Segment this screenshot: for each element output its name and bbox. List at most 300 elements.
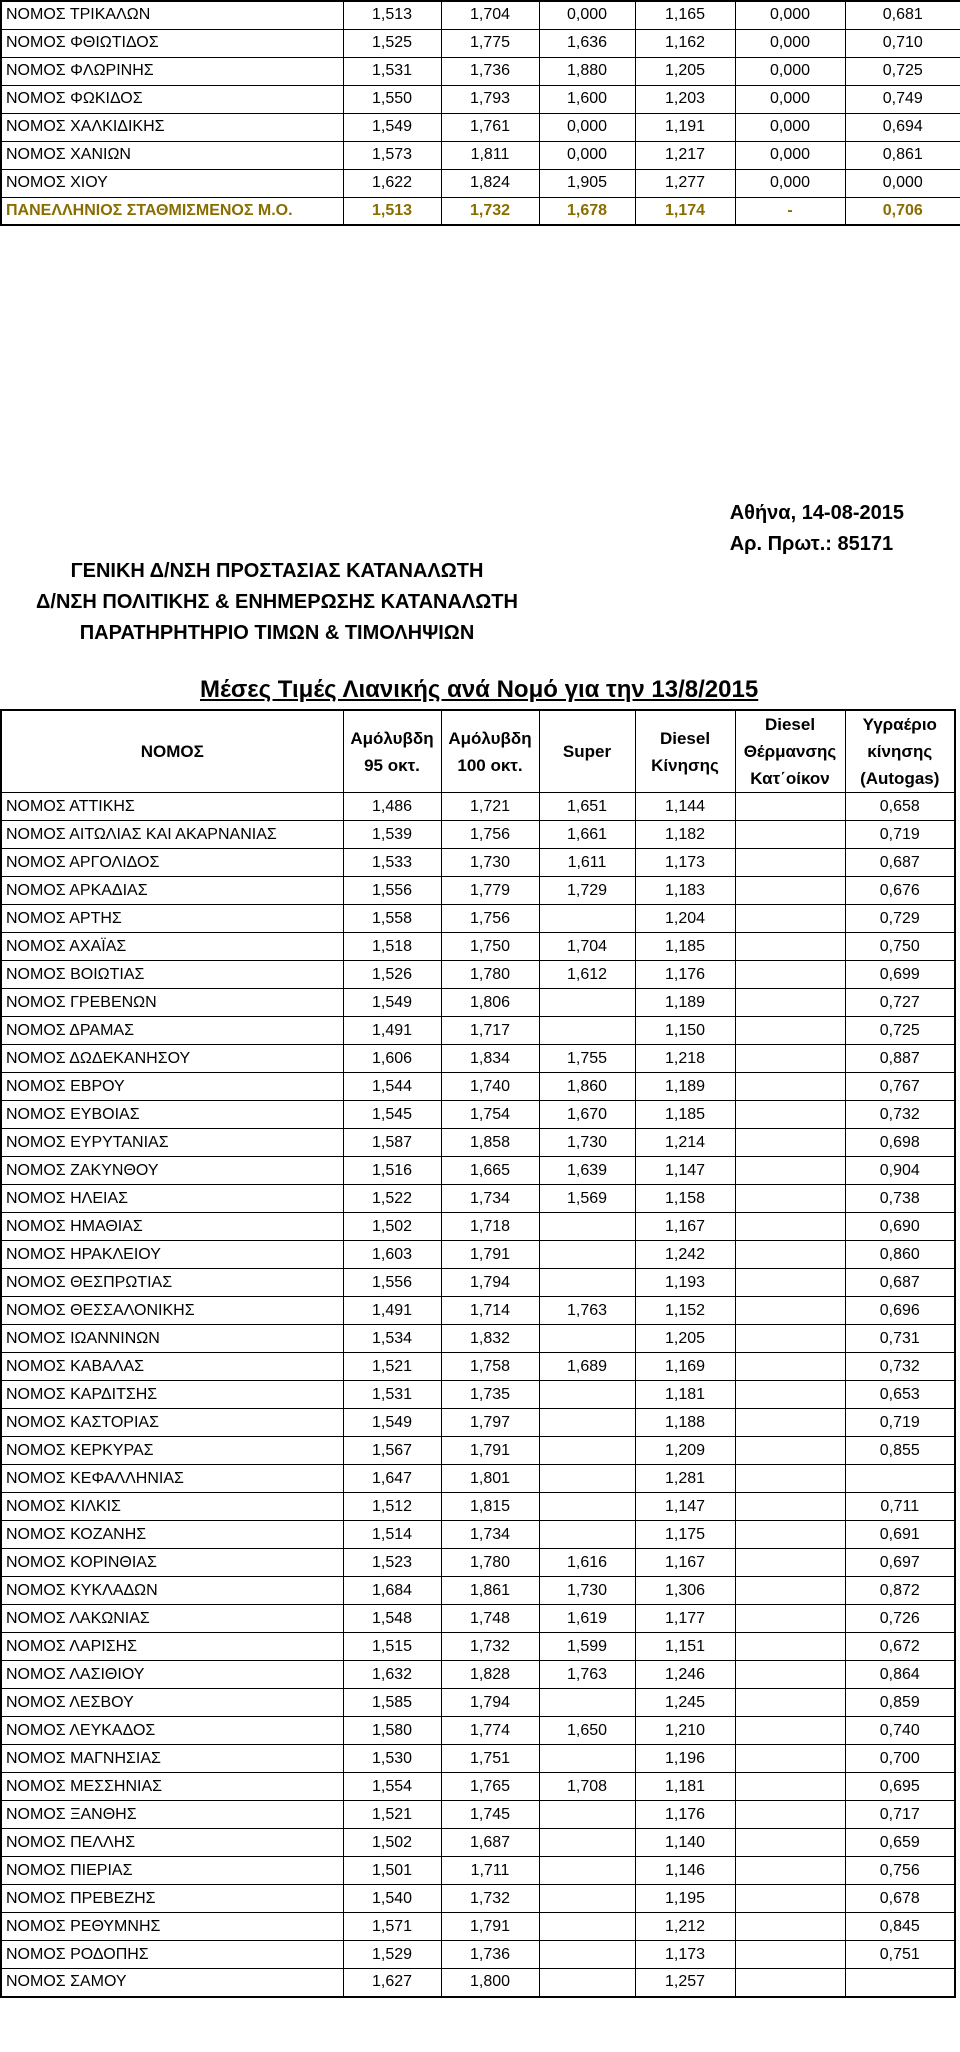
price-cell bbox=[735, 1241, 845, 1269]
table-row bbox=[1, 1437, 955, 1465]
price-cell bbox=[539, 1941, 635, 1969]
protocol-number: Αρ. Πρωτ.: 85171 bbox=[729, 533, 894, 555]
price-cell: 1,513 bbox=[343, 1, 441, 29]
price-cell: 1,203 bbox=[635, 85, 735, 113]
price-cell bbox=[735, 1689, 845, 1717]
price-cell: 1,193 bbox=[635, 1269, 735, 1297]
price-cell: 1,815 bbox=[441, 1493, 539, 1521]
price-cell: 1,756 bbox=[441, 821, 539, 849]
header-diesel-motion: Diesel Κίνησης bbox=[635, 710, 735, 793]
table-row bbox=[1, 1913, 955, 1941]
price-cell: 0,860 bbox=[845, 1241, 955, 1269]
price-cell: 1,858 bbox=[441, 1129, 539, 1157]
org-line: ΓΕΝΙΚΗ Δ/ΝΣΗ ΠΡΟΣΤΑΣΙΑΣ ΚΑΤΑΝΑΛΩΤΗ bbox=[70, 560, 484, 582]
price-cell: 1,619 bbox=[539, 1605, 635, 1633]
table-row bbox=[1, 1941, 955, 1969]
price-cell: 1,191 bbox=[635, 113, 735, 141]
price-cell: 1,639 bbox=[539, 1157, 635, 1185]
price-cell: 1,167 bbox=[635, 1549, 735, 1577]
price-cell bbox=[539, 1465, 635, 1493]
price-cell: 1,780 bbox=[441, 1549, 539, 1577]
prefecture-cell: ΝΟΜΟΣ ΧΙΟΥ bbox=[1, 169, 343, 197]
price-cell bbox=[735, 1185, 845, 1213]
price-cell: 0,000 bbox=[735, 57, 845, 85]
header-super: Super bbox=[539, 710, 635, 793]
price-cell bbox=[735, 1577, 845, 1605]
price-cell bbox=[735, 933, 845, 961]
table-row bbox=[1, 849, 955, 877]
price-cell: 1,158 bbox=[635, 1185, 735, 1213]
price-cell: 1,745 bbox=[441, 1801, 539, 1829]
table-row bbox=[1, 113, 960, 141]
price-cell: 1,152 bbox=[635, 1297, 735, 1325]
price-cell bbox=[735, 1381, 845, 1409]
price-cell: 1,689 bbox=[539, 1353, 635, 1381]
prefecture-cell: ΝΟΜΟΣ ΠΡΕΒΕΖΗΣ bbox=[1, 1885, 343, 1913]
price-cell: 1,801 bbox=[441, 1465, 539, 1493]
price-cell: 1,549 bbox=[343, 113, 441, 141]
price-cell: 0,687 bbox=[845, 849, 955, 877]
prefecture-cell: ΝΟΜΟΣ ΘΕΣΣΑΛΟΝΙΚΗΣ bbox=[1, 1297, 343, 1325]
price-cell: 0,000 bbox=[735, 1, 845, 29]
price-cell: 0,700 bbox=[845, 1745, 955, 1773]
price-cell: 0,000 bbox=[735, 141, 845, 169]
header-autogas: Υγραέριο κίνησης (Autogas) bbox=[845, 710, 955, 793]
price-cell bbox=[735, 1269, 845, 1297]
price-cell: 1,306 bbox=[635, 1577, 735, 1605]
org-line: ΠΑΡΑΤΗΡΗΤΗΡΙΟ ΤΙΜΩΝ & ΤΙΜΟΛΗΨΙΩΝ bbox=[79, 622, 475, 644]
table-row bbox=[1, 1689, 955, 1717]
price-cell: 1,721 bbox=[441, 793, 539, 821]
price-cell: 1,204 bbox=[635, 905, 735, 933]
prefecture-cell: ΝΟΜΟΣ ΛΕΣΒΟΥ bbox=[1, 1689, 343, 1717]
price-cell: 1,824 bbox=[441, 169, 539, 197]
price-cell bbox=[735, 1045, 845, 1073]
price-cell bbox=[735, 1969, 845, 1997]
price-cell bbox=[539, 989, 635, 1017]
price-cell bbox=[539, 905, 635, 933]
table-header-row bbox=[1, 710, 955, 793]
table-row bbox=[1, 1101, 955, 1129]
price-cell bbox=[735, 1773, 845, 1801]
price-cell bbox=[539, 1913, 635, 1941]
price-cell: 1,181 bbox=[635, 1381, 735, 1409]
price-cell: 0,749 bbox=[845, 85, 960, 113]
table-row bbox=[1, 1269, 955, 1297]
price-cell: 0,732 bbox=[845, 1353, 955, 1381]
price-cell: 1,177 bbox=[635, 1605, 735, 1633]
prefecture-cell: ΝΟΜΟΣ ΕΒΡΟΥ bbox=[1, 1073, 343, 1101]
price-cell: 0,725 bbox=[845, 1017, 955, 1045]
price-cell: 0,719 bbox=[845, 821, 955, 849]
table-row bbox=[1, 1381, 955, 1409]
price-cell: 1,556 bbox=[343, 877, 441, 905]
price-cell: 1,518 bbox=[343, 933, 441, 961]
price-cell: 0,699 bbox=[845, 961, 955, 989]
table-row bbox=[1, 1325, 955, 1353]
price-cell: 1,212 bbox=[635, 1913, 735, 1941]
price-cell bbox=[735, 849, 845, 877]
price-cell bbox=[539, 1241, 635, 1269]
price-cell: 0,845 bbox=[845, 1913, 955, 1941]
price-cell: 1,167 bbox=[635, 1213, 735, 1241]
price-cell bbox=[735, 1885, 845, 1913]
weighted-average-row bbox=[1, 197, 960, 225]
price-cell: 1,758 bbox=[441, 1353, 539, 1381]
price-cell: 1,205 bbox=[635, 1325, 735, 1353]
price-cell: 1,740 bbox=[441, 1073, 539, 1101]
price-cell: 1,573 bbox=[343, 141, 441, 169]
price-cell: 0,000 bbox=[735, 29, 845, 57]
price-cell bbox=[735, 1157, 845, 1185]
price-cell bbox=[735, 1493, 845, 1521]
prefecture-cell: ΝΟΜΟΣ ΛΑΡΙΣΗΣ bbox=[1, 1633, 343, 1661]
price-cell: 1,144 bbox=[635, 793, 735, 821]
price-cell bbox=[735, 1465, 845, 1493]
total-label-cell: ΠΑΝΕΛΛΗΝΙΟΣ ΣΤΑΘΜΙΣΜΕΝΟΣ Μ.Ο. bbox=[1, 197, 343, 225]
price-cell: 1,736 bbox=[441, 57, 539, 85]
price-cell: 0,751 bbox=[845, 1941, 955, 1969]
prefecture-cell: ΝΟΜΟΣ ΦΛΩΡΙΝΗΣ bbox=[1, 57, 343, 85]
price-cell: 1,530 bbox=[343, 1745, 441, 1773]
price-cell: 1,811 bbox=[441, 141, 539, 169]
price-cell bbox=[539, 1381, 635, 1409]
price-cell: 1,622 bbox=[343, 169, 441, 197]
prefecture-cell: ΝΟΜΟΣ ΚΑΒΑΛΑΣ bbox=[1, 1353, 343, 1381]
price-cell: 1,832 bbox=[441, 1325, 539, 1353]
price-cell: 1,665 bbox=[441, 1157, 539, 1185]
price-cell: 1,791 bbox=[441, 1913, 539, 1941]
price-cell bbox=[735, 905, 845, 933]
price-cell: 1,585 bbox=[343, 1689, 441, 1717]
price-cell: 1,162 bbox=[635, 29, 735, 57]
price-cell: 1,173 bbox=[635, 1941, 735, 1969]
price-cell: 0,698 bbox=[845, 1129, 955, 1157]
price-cell: 0,726 bbox=[845, 1605, 955, 1633]
price-cell: 0,000 bbox=[845, 169, 960, 197]
price-cell: 1,587 bbox=[343, 1129, 441, 1157]
price-cell: 1,277 bbox=[635, 169, 735, 197]
price-cell: 0,711 bbox=[845, 1493, 955, 1521]
price-cell: 1,834 bbox=[441, 1045, 539, 1073]
prefecture-cell: ΝΟΜΟΣ ΑΤΤΙΚΗΣ bbox=[1, 793, 343, 821]
price-cell bbox=[735, 1437, 845, 1465]
price-cell: 1,734 bbox=[441, 1185, 539, 1213]
prefecture-cell: ΝΟΜΟΣ ΣΑΜΟΥ bbox=[1, 1969, 343, 1997]
price-cell: 0,000 bbox=[735, 169, 845, 197]
total-price-cell: - bbox=[735, 197, 845, 225]
price-cell: 1,188 bbox=[635, 1409, 735, 1437]
total-price-cell: 1,732 bbox=[441, 197, 539, 225]
price-cell: 1,754 bbox=[441, 1101, 539, 1129]
prefecture-cell: ΝΟΜΟΣ ΑΧΑΪΑΣ bbox=[1, 933, 343, 961]
header-diesel-heating: Diesel Θέρμανσης Κατ΄οίκον bbox=[735, 710, 845, 793]
price-cell: 0,732 bbox=[845, 1101, 955, 1129]
price-cell: 1,205 bbox=[635, 57, 735, 85]
table-row bbox=[1, 169, 960, 197]
table-row bbox=[1, 1353, 955, 1381]
price-cell: 1,774 bbox=[441, 1717, 539, 1745]
prefecture-cell: ΝΟΜΟΣ ΚΟΖΑΝΗΣ bbox=[1, 1521, 343, 1549]
price-cell: 1,189 bbox=[635, 989, 735, 1017]
price-cell bbox=[735, 1633, 845, 1661]
table-row bbox=[1, 1241, 955, 1269]
price-cell: 1,181 bbox=[635, 1773, 735, 1801]
price-cell: 1,539 bbox=[343, 821, 441, 849]
price-cell: 1,209 bbox=[635, 1437, 735, 1465]
price-cell bbox=[539, 1213, 635, 1241]
price-cell bbox=[539, 1325, 635, 1353]
price-cell bbox=[539, 1409, 635, 1437]
price-cell: 1,147 bbox=[635, 1493, 735, 1521]
price-cell bbox=[845, 1465, 955, 1493]
price-cell bbox=[539, 1521, 635, 1549]
price-cell: 0,000 bbox=[539, 141, 635, 169]
price-cell: 0,855 bbox=[845, 1437, 955, 1465]
price-cell: 1,545 bbox=[343, 1101, 441, 1129]
price-cell: 0,729 bbox=[845, 905, 955, 933]
price-cell: 1,486 bbox=[343, 793, 441, 821]
table-row bbox=[1, 961, 955, 989]
price-cell: 0,658 bbox=[845, 793, 955, 821]
price-cell bbox=[735, 1661, 845, 1689]
price-cell bbox=[735, 1605, 845, 1633]
price-cell: 0,000 bbox=[735, 85, 845, 113]
price-cell: 0,740 bbox=[845, 1717, 955, 1745]
table-row bbox=[1, 1577, 955, 1605]
price-cell bbox=[539, 1269, 635, 1297]
price-cell: 1,147 bbox=[635, 1157, 735, 1185]
price-cell: 0,887 bbox=[845, 1045, 955, 1073]
price-cell bbox=[845, 1969, 955, 1997]
price-cell: 1,650 bbox=[539, 1717, 635, 1745]
prefecture-cell: ΝΟΜΟΣ ΚΙΛΚΙΣ bbox=[1, 1493, 343, 1521]
table-row bbox=[1, 1633, 955, 1661]
price-cell: 1,176 bbox=[635, 1801, 735, 1829]
prefecture-cell: ΝΟΜΟΣ ΚΥΚΛΑΔΩΝ bbox=[1, 1577, 343, 1605]
prefecture-cell: ΝΟΜΟΣ ΦΩΚΙΔΟΣ bbox=[1, 85, 343, 113]
total-price-cell: 1,678 bbox=[539, 197, 635, 225]
prefecture-cell: ΝΟΜΟΣ ΚΕΡΚΥΡΑΣ bbox=[1, 1437, 343, 1465]
price-cell: 1,828 bbox=[441, 1661, 539, 1689]
price-cell: 0,691 bbox=[845, 1521, 955, 1549]
table-row bbox=[1, 1885, 955, 1913]
price-cell bbox=[735, 1829, 845, 1857]
prefecture-cell: ΝΟΜΟΣ ΑΡΤΗΣ bbox=[1, 905, 343, 933]
price-cell: 1,521 bbox=[343, 1801, 441, 1829]
price-cell: 1,711 bbox=[441, 1857, 539, 1885]
price-cell: 1,717 bbox=[441, 1017, 539, 1045]
price-cell: 1,491 bbox=[343, 1017, 441, 1045]
price-cell: 1,196 bbox=[635, 1745, 735, 1773]
price-cell bbox=[735, 1801, 845, 1829]
price-cell: 1,611 bbox=[539, 849, 635, 877]
price-cell bbox=[539, 1829, 635, 1857]
price-cell bbox=[735, 877, 845, 905]
price-cell: 1,730 bbox=[441, 849, 539, 877]
price-cell: 1,704 bbox=[539, 933, 635, 961]
price-cell: 1,761 bbox=[441, 113, 539, 141]
prefecture-cell: ΝΟΜΟΣ ΚΕΦΑΛΛΗΝΙΑΣ bbox=[1, 1465, 343, 1493]
price-cell: 1,558 bbox=[343, 905, 441, 933]
header-unleaded-100: Αμόλυβδη 100 οκτ. bbox=[441, 710, 539, 793]
prefecture-cell: ΝΟΜΟΣ ΗΛΕΙΑΣ bbox=[1, 1185, 343, 1213]
price-cell: 1,732 bbox=[441, 1885, 539, 1913]
price-cell: 1,735 bbox=[441, 1381, 539, 1409]
price-cell: 1,165 bbox=[635, 1, 735, 29]
price-cell: 1,540 bbox=[343, 1885, 441, 1913]
price-cell: 1,140 bbox=[635, 1829, 735, 1857]
table-row bbox=[1, 1857, 955, 1885]
price-cell: 1,756 bbox=[441, 905, 539, 933]
price-cell: 1,281 bbox=[635, 1465, 735, 1493]
price-cell bbox=[539, 1437, 635, 1465]
price-cell bbox=[735, 793, 845, 821]
price-cell: 1,549 bbox=[343, 1409, 441, 1437]
price-cell: 1,246 bbox=[635, 1661, 735, 1689]
prefecture-cell: ΝΟΜΟΣ ΕΥΡΥΤΑΝΙΑΣ bbox=[1, 1129, 343, 1157]
price-cell: 0,731 bbox=[845, 1325, 955, 1353]
table-row bbox=[1, 877, 955, 905]
table-row bbox=[1, 57, 960, 85]
price-cell: 1,525 bbox=[343, 29, 441, 57]
price-cell: 0,717 bbox=[845, 1801, 955, 1829]
price-cell: 1,779 bbox=[441, 877, 539, 905]
price-cell bbox=[735, 1913, 845, 1941]
prefecture-cell: ΝΟΜΟΣ ΙΩΑΝΝΙΝΩΝ bbox=[1, 1325, 343, 1353]
prefecture-cell: ΝΟΜΟΣ ΤΡΙΚΑΛΩΝ bbox=[1, 1, 343, 29]
price-cell: 0,678 bbox=[845, 1885, 955, 1913]
prefecture-cell: ΝΟΜΟΣ ΒΟΙΩΤΙΑΣ bbox=[1, 961, 343, 989]
table-row bbox=[1, 1129, 955, 1157]
price-cell: 0,725 bbox=[845, 57, 960, 85]
prefecture-cell: ΝΟΜΟΣ ΛΕΥΚΑΔΟΣ bbox=[1, 1717, 343, 1745]
price-cell: 1,515 bbox=[343, 1633, 441, 1661]
price-cell bbox=[735, 1325, 845, 1353]
price-cell: 1,516 bbox=[343, 1157, 441, 1185]
price-cell: 1,736 bbox=[441, 1941, 539, 1969]
price-cell: 1,651 bbox=[539, 793, 635, 821]
price-cell: 0,872 bbox=[845, 1577, 955, 1605]
price-cell: 0,000 bbox=[539, 1, 635, 29]
price-cell: 1,729 bbox=[539, 877, 635, 905]
table-row bbox=[1, 85, 960, 113]
price-cell: 0,694 bbox=[845, 113, 960, 141]
price-cell: 1,245 bbox=[635, 1689, 735, 1717]
header-unleaded-95: Αμόλυβδη 95 οκτ. bbox=[343, 710, 441, 793]
price-cell: 1,599 bbox=[539, 1633, 635, 1661]
price-cell: 1,169 bbox=[635, 1353, 735, 1381]
price-cell: 1,529 bbox=[343, 1941, 441, 1969]
price-cell: 0,681 bbox=[845, 1, 960, 29]
prefecture-cell: ΝΟΜΟΣ ΔΩΔΕΚΑΝΗΣΟΥ bbox=[1, 1045, 343, 1073]
price-cell: 1,580 bbox=[343, 1717, 441, 1745]
price-cell: 1,550 bbox=[343, 85, 441, 113]
price-cell: 0,000 bbox=[735, 113, 845, 141]
prefecture-cell: ΝΟΜΟΣ ΛΑΣΙΘΙΟΥ bbox=[1, 1661, 343, 1689]
price-cell: 1,521 bbox=[343, 1353, 441, 1381]
price-cell bbox=[735, 1297, 845, 1325]
prefecture-cell: ΝΟΜΟΣ ΛΑΚΩΝΙΑΣ bbox=[1, 1605, 343, 1633]
org-line: Δ/ΝΣΗ ΠΟΛΙΤΙΚΗΣ & ΕΝΗΜΕΡΩΣΗΣ ΚΑΤΑΝΑΛΩΤΗ bbox=[36, 591, 518, 613]
table-row bbox=[1, 1157, 955, 1185]
table-row bbox=[1, 1745, 955, 1773]
price-cell bbox=[735, 961, 845, 989]
price-cell: 1,794 bbox=[441, 1269, 539, 1297]
price-cell: 0,695 bbox=[845, 1773, 955, 1801]
price-cell: 1,734 bbox=[441, 1521, 539, 1549]
price-cell: 1,514 bbox=[343, 1521, 441, 1549]
price-cell: 1,176 bbox=[635, 961, 735, 989]
price-cell bbox=[539, 1493, 635, 1521]
price-cell: 1,751 bbox=[441, 1745, 539, 1773]
price-cell: 1,214 bbox=[635, 1129, 735, 1157]
price-cell: 1,791 bbox=[441, 1437, 539, 1465]
price-cell bbox=[735, 1717, 845, 1745]
price-cell: 0,659 bbox=[845, 1829, 955, 1857]
price-cell: 1,523 bbox=[343, 1549, 441, 1577]
price-cell: 0,864 bbox=[845, 1661, 955, 1689]
price-cell: 1,730 bbox=[539, 1129, 635, 1157]
document-date: Αθήνα, 14-08-2015 bbox=[729, 502, 904, 524]
prefecture-cell: ΝΟΜΟΣ ΧΑΝΙΩΝ bbox=[1, 141, 343, 169]
table-row bbox=[1, 1493, 955, 1521]
price-cell: 1,765 bbox=[441, 1773, 539, 1801]
price-cell: 1,763 bbox=[539, 1297, 635, 1325]
price-cell: 1,755 bbox=[539, 1045, 635, 1073]
price-cell: 1,549 bbox=[343, 989, 441, 1017]
price-cell: 1,714 bbox=[441, 1297, 539, 1325]
price-cell: 1,512 bbox=[343, 1493, 441, 1521]
price-cell bbox=[735, 1129, 845, 1157]
price-cell: 1,533 bbox=[343, 849, 441, 877]
price-cell: 1,548 bbox=[343, 1605, 441, 1633]
price-cell: 1,146 bbox=[635, 1857, 735, 1885]
price-cell: 1,526 bbox=[343, 961, 441, 989]
price-cell: 1,794 bbox=[441, 1689, 539, 1717]
price-cell: 1,861 bbox=[441, 1577, 539, 1605]
price-cell bbox=[539, 1689, 635, 1717]
table-row bbox=[1, 1661, 955, 1689]
table-row bbox=[1, 1017, 955, 1045]
price-cell: 0,904 bbox=[845, 1157, 955, 1185]
price-cell: 1,571 bbox=[343, 1913, 441, 1941]
price-cell bbox=[735, 1213, 845, 1241]
price-cell bbox=[735, 1073, 845, 1101]
price-cell: 1,763 bbox=[539, 1661, 635, 1689]
price-cell: 0,697 bbox=[845, 1549, 955, 1577]
prefecture-cell: ΝΟΜΟΣ ΑΙΤΩΛΙΑΣ ΚΑΙ ΑΚΑΡΝΑΝΙΑΣ bbox=[1, 821, 343, 849]
table-row bbox=[1, 141, 960, 169]
price-cell bbox=[735, 1745, 845, 1773]
price-cell: 1,636 bbox=[539, 29, 635, 57]
price-cell: 1,534 bbox=[343, 1325, 441, 1353]
price-cell: 1,860 bbox=[539, 1073, 635, 1101]
document-date-block bbox=[730, 498, 904, 560]
price-cell bbox=[735, 989, 845, 1017]
price-cell: 1,797 bbox=[441, 1409, 539, 1437]
price-cell: 1,569 bbox=[539, 1185, 635, 1213]
price-cell: 1,151 bbox=[635, 1633, 735, 1661]
price-cell: 1,218 bbox=[635, 1045, 735, 1073]
price-cell: 1,183 bbox=[635, 877, 735, 905]
prefecture-cell: ΝΟΜΟΣ ΠΕΛΛΗΣ bbox=[1, 1829, 343, 1857]
price-cell bbox=[735, 1017, 845, 1045]
table-title: Μέσες Τιμές Λιανικής ανά Νομό για την 13/8/2015 bbox=[200, 676, 759, 703]
price-cell bbox=[539, 1885, 635, 1913]
prefecture-cell: ΝΟΜΟΣ ΕΥΒΟΙΑΣ bbox=[1, 1101, 343, 1129]
price-cell bbox=[539, 1857, 635, 1885]
